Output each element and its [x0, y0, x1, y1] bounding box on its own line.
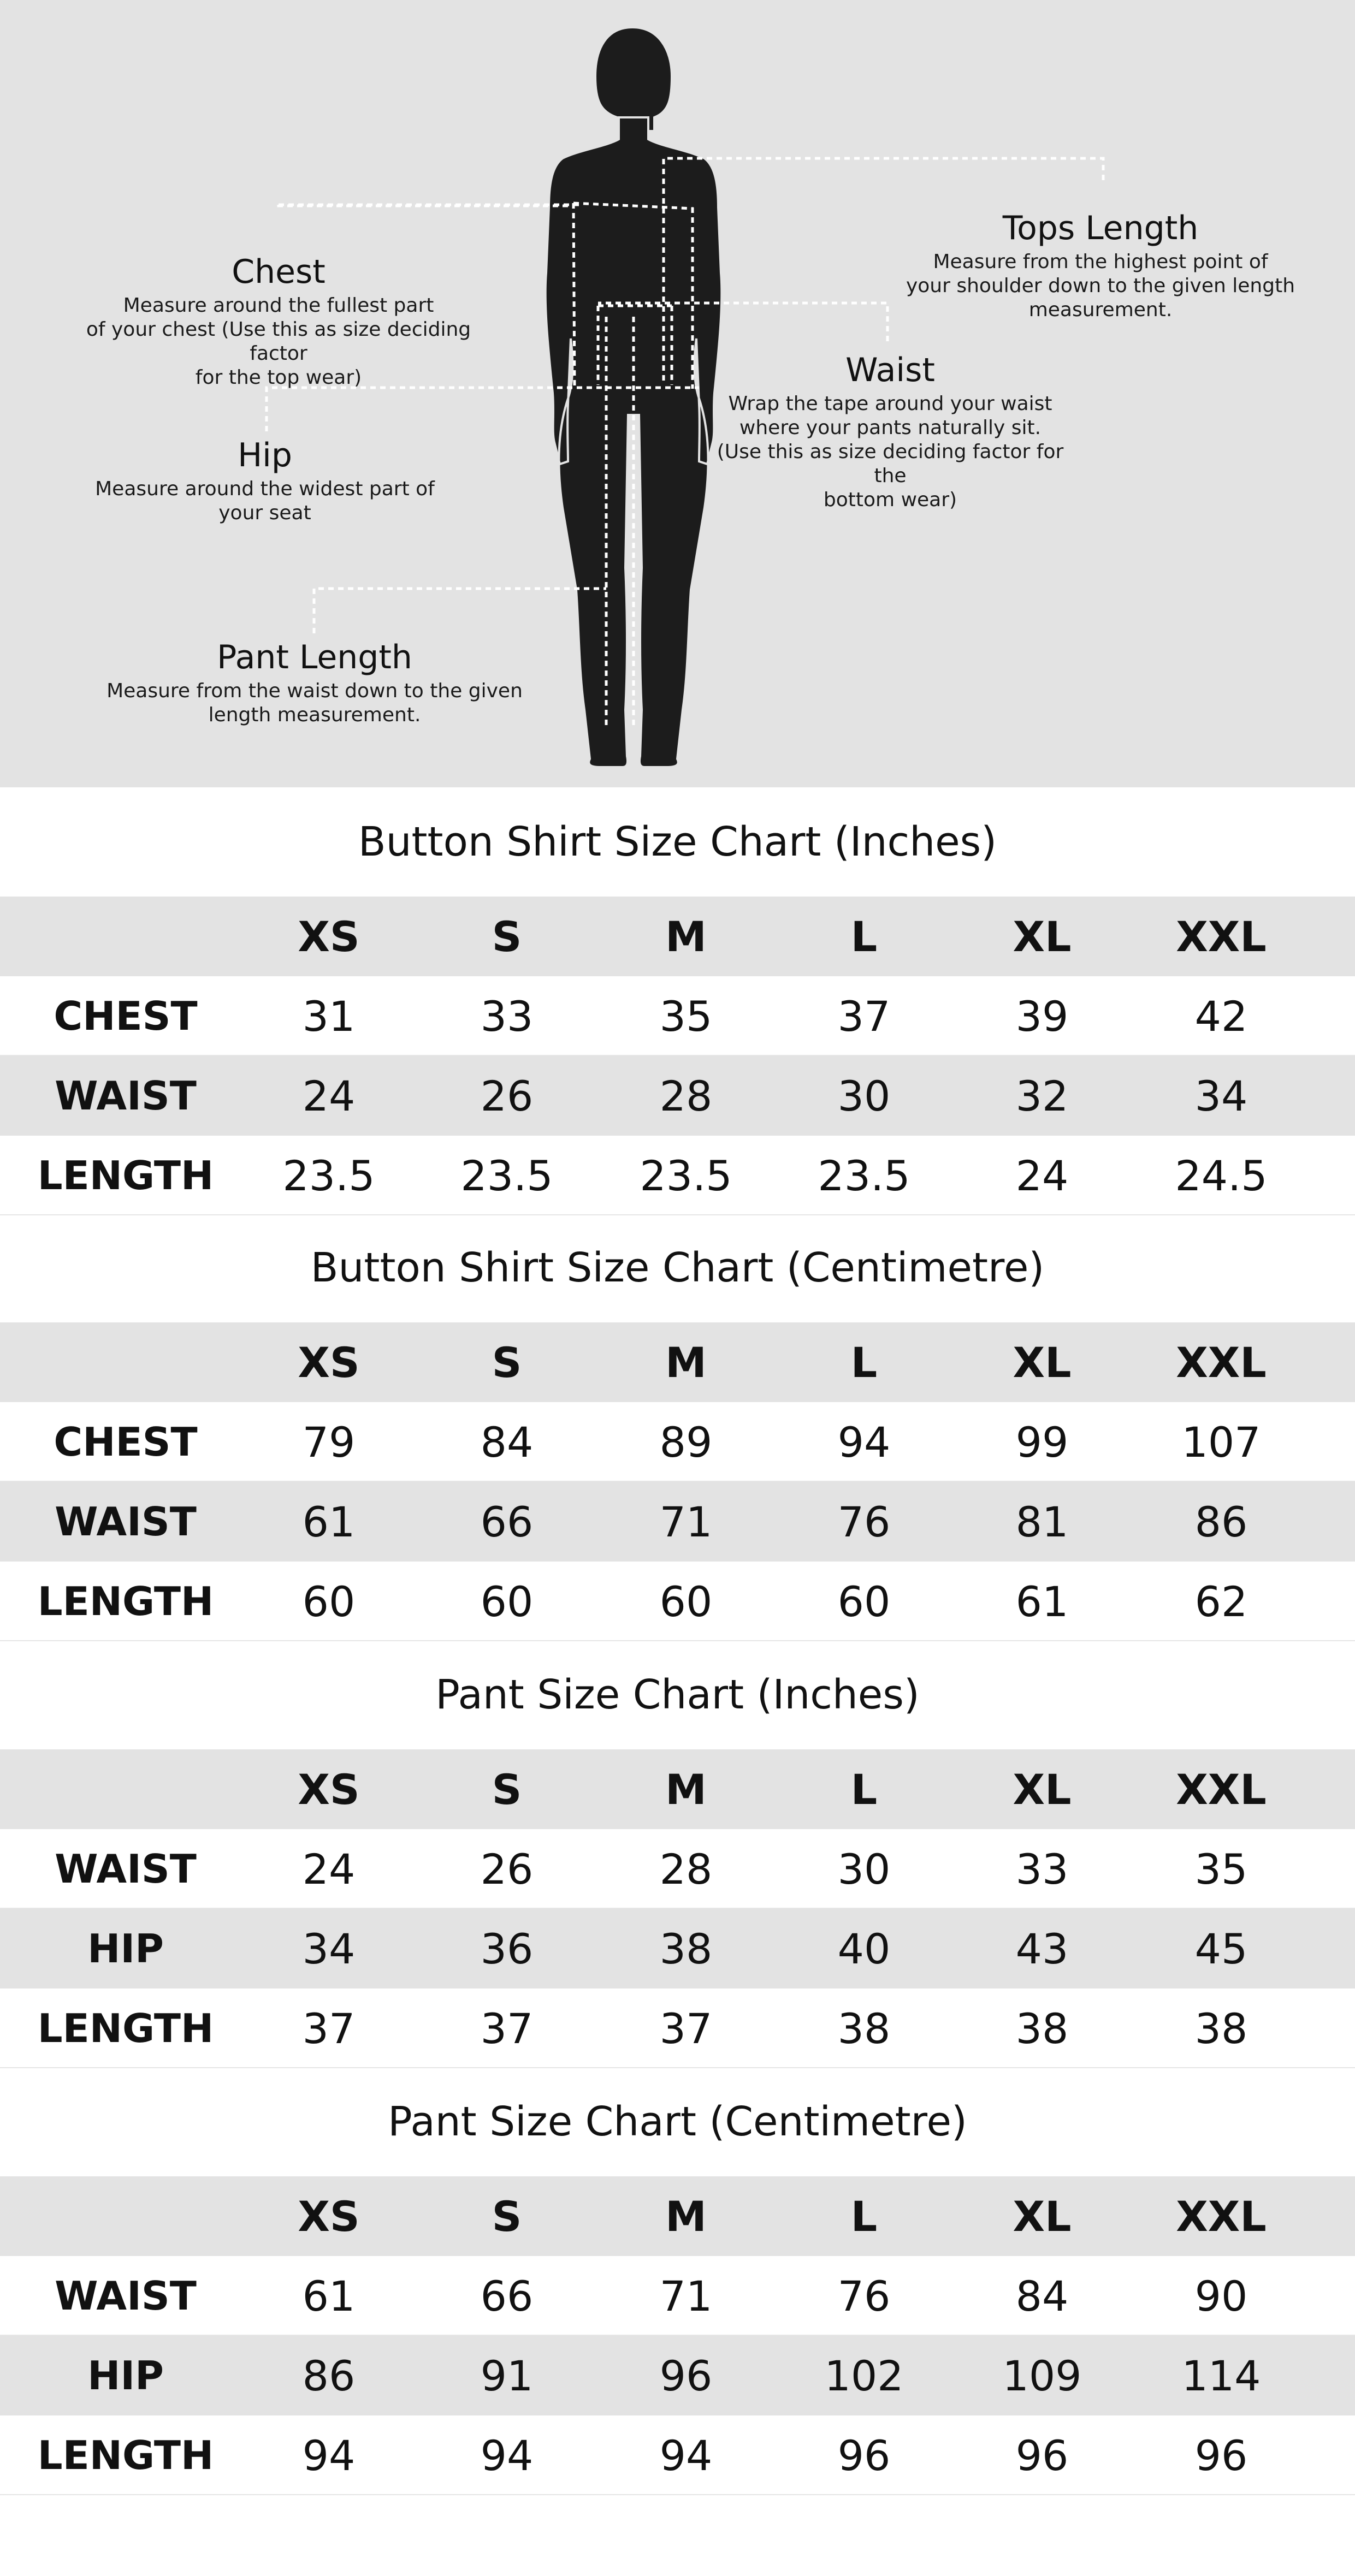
measurement-label: LENGTH — [37, 1578, 214, 1624]
measurement-value: 60 — [480, 1577, 534, 1626]
size-chart-title: Pant Size Chart (Centimetre) — [388, 2098, 967, 2145]
table-row — [0, 1402, 1355, 1482]
measurement-value: 31 — [302, 992, 356, 1041]
measurement-value: 38 — [659, 1924, 713, 1973]
measurement-value: 107 — [1181, 1417, 1261, 1467]
table-row — [0, 2415, 1355, 2495]
measurement-value: 23.5 — [640, 1151, 732, 1200]
measurement-value: 24.5 — [1175, 1151, 1268, 1200]
measurement-value: 91 — [480, 2351, 534, 2400]
measurement-label: WAIST — [55, 1846, 197, 1892]
measurement-value: 60 — [659, 1577, 713, 1626]
hip-title: Hip — [238, 436, 292, 474]
measurement-value: 26 — [480, 1844, 534, 1894]
measurement-value: 38 — [1194, 2004, 1248, 2053]
measurement-value: 60 — [837, 1577, 891, 1626]
measurement-value: 79 — [302, 1417, 356, 1467]
measurement-value: 94 — [302, 2431, 356, 2480]
size-column-header: XS — [298, 1765, 360, 1814]
waist-description: Wrap the tape around your waist where your pants naturally sit. (Use this as size deciding factor for the bottom wear) — [717, 393, 1064, 511]
size-header-row — [0, 897, 1355, 976]
size-header-row — [0, 2176, 1355, 2256]
size-chart-title: Pant Size Chart (Inches) — [435, 1671, 920, 1718]
size-column-header: L — [850, 2192, 878, 2241]
measurement-value: 71 — [659, 1497, 713, 1546]
measurement-label: CHEST — [54, 1419, 198, 1465]
hip-description: Measure around the widest part of your seat — [95, 478, 435, 524]
size-column-header: XS — [298, 1338, 360, 1387]
measurement-value: 96 — [1015, 2431, 1069, 2480]
measurement-label: WAIST — [55, 2273, 197, 2319]
measurement-value: 33 — [480, 992, 534, 1041]
size-chart-title: Button Shirt Size Chart (Centimetre) — [310, 1244, 1045, 1291]
measurement-value: 61 — [302, 2271, 356, 2320]
measurement-value: 99 — [1015, 1417, 1069, 1467]
measurement-value: 86 — [302, 2351, 356, 2400]
measurement-value: 23.5 — [460, 1151, 553, 1200]
size-column-header: XL — [1013, 1765, 1072, 1814]
measurement-value: 40 — [837, 1924, 891, 1973]
tops-length-callout — [896, 209, 1305, 322]
measurement-value: 81 — [1015, 1497, 1069, 1546]
size-column-header: XS — [298, 912, 360, 961]
measurement-value: 30 — [837, 1071, 891, 1120]
table-row — [0, 1829, 1355, 1909]
measurement-value: 86 — [1194, 1497, 1248, 1546]
measurement-value: 71 — [659, 2271, 713, 2320]
tops-length-description: Measure from the highest point of your shoulder down to the given length measurement. — [906, 251, 1295, 321]
size-column-header: M — [665, 1765, 707, 1814]
measurement-value: 62 — [1194, 1577, 1248, 1626]
size-column-header: M — [665, 2192, 707, 2241]
pant-length-description: Measure from the waist down to the given length measurement. — [106, 680, 523, 726]
size-column-header: L — [850, 1338, 878, 1387]
size-column-header: XXL — [1176, 1765, 1267, 1814]
measurement-value: 76 — [837, 2271, 891, 2320]
measurement-value: 42 — [1194, 992, 1248, 1041]
measurement-value: 96 — [659, 2351, 713, 2400]
pant-length-callout — [96, 638, 533, 727]
size-header-row — [0, 1749, 1355, 1829]
measurement-value: 90 — [1194, 2271, 1248, 2320]
measurement-label: CHEST — [54, 993, 198, 1039]
waist-title: Waist — [845, 351, 935, 389]
size-column-header: L — [850, 1765, 878, 1814]
measurement-value: 23.5 — [818, 1151, 910, 1200]
measurement-value: 96 — [837, 2431, 891, 2480]
measurement-diagram — [0, 0, 1355, 787]
size-column-header: XL — [1013, 912, 1072, 961]
size-column-header: XXL — [1176, 912, 1267, 961]
size-column-header: XXL — [1176, 2192, 1267, 2241]
measurement-value: 114 — [1181, 2351, 1261, 2400]
measurement-value: 28 — [659, 1844, 713, 1894]
waist-callout — [699, 351, 1081, 512]
measurement-value: 24 — [1015, 1151, 1069, 1200]
measurement-label: LENGTH — [37, 2432, 214, 2478]
measurement-value: 34 — [302, 1924, 356, 1973]
pant-length-title: Pant Length — [217, 638, 412, 676]
table-row — [0, 1989, 1355, 2068]
size-chart-title: Button Shirt Size Chart (Inches) — [358, 818, 997, 865]
measurement-value: 28 — [659, 1071, 713, 1120]
measurement-label: HIP — [87, 1926, 164, 1972]
measurement-value: 32 — [1015, 1071, 1069, 1120]
size-column-header: XS — [298, 2192, 360, 2241]
size-column-header: S — [492, 2192, 522, 2241]
chest-description: Measure around the fullest part of your chest (Use this as size deciding factor for the top wear) — [86, 294, 471, 389]
measurement-value: 26 — [480, 1071, 534, 1120]
table-row — [0, 1056, 1355, 1136]
measurement-value: 35 — [659, 992, 713, 1041]
measurement-value: 38 — [837, 2004, 891, 2053]
measurement-value: 109 — [1002, 2351, 1082, 2400]
measurement-value: 84 — [480, 1417, 534, 1467]
measurement-value: 89 — [659, 1417, 713, 1467]
table-row — [0, 1562, 1355, 1641]
measurement-value: 84 — [1015, 2271, 1069, 2320]
table-row — [0, 2256, 1355, 2336]
size-header-row — [0, 1322, 1355, 1402]
measurement-value: 24 — [302, 1844, 356, 1894]
measurement-value: 94 — [659, 2431, 713, 2480]
size-column-header: XXL — [1176, 1338, 1267, 1387]
hip-callout — [71, 436, 459, 525]
measurement-value: 36 — [480, 1924, 534, 1973]
measurement-value: 96 — [1194, 2431, 1248, 2480]
measurement-label: WAIST — [55, 1499, 197, 1545]
measurement-value: 38 — [1015, 2004, 1069, 2053]
size-column-header: S — [492, 1338, 522, 1387]
tops-length-title: Tops Length — [1002, 209, 1199, 247]
measurement-value: 37 — [837, 992, 891, 1041]
size-column-header: S — [492, 912, 522, 961]
chest-callout — [60, 252, 497, 390]
measurement-value: 37 — [302, 2004, 356, 2053]
table-row — [0, 1909, 1355, 1989]
measurement-value: 33 — [1015, 1844, 1069, 1894]
size-column-header: M — [665, 1338, 707, 1387]
measurement-value: 30 — [837, 1844, 891, 1894]
measurement-value: 102 — [824, 2351, 904, 2400]
measurement-value: 66 — [480, 2271, 534, 2320]
measurement-value: 45 — [1194, 1924, 1248, 1973]
measurement-value: 61 — [302, 1497, 356, 1546]
chest-title: Chest — [232, 253, 326, 291]
size-column-header: M — [665, 912, 707, 961]
measurement-label: LENGTH — [37, 2005, 214, 2051]
measurement-value: 76 — [837, 1497, 891, 1546]
size-column-header: XL — [1013, 1338, 1072, 1387]
measurement-value: 37 — [480, 2004, 534, 2053]
measurement-value: 66 — [480, 1497, 534, 1546]
measurement-value: 35 — [1194, 1844, 1248, 1894]
measurement-value: 94 — [480, 2431, 534, 2480]
measurement-value: 43 — [1015, 1924, 1069, 1973]
measurement-label: WAIST — [55, 1073, 197, 1119]
measurement-value: 39 — [1015, 992, 1069, 1041]
table-row — [0, 2336, 1355, 2415]
measurement-value: 94 — [837, 1417, 891, 1467]
size-column-header: XL — [1013, 2192, 1072, 2241]
size-column-header: S — [492, 1765, 522, 1814]
size-column-header: L — [850, 912, 878, 961]
table-row — [0, 1136, 1355, 1215]
measurement-value: 60 — [302, 1577, 356, 1626]
measurement-label: HIP — [87, 2353, 164, 2399]
measurement-value: 61 — [1015, 1577, 1069, 1626]
table-row — [0, 1482, 1355, 1562]
measurement-value: 23.5 — [282, 1151, 375, 1200]
measurement-value: 24 — [302, 1071, 356, 1120]
measurement-label: LENGTH — [37, 1153, 214, 1198]
table-row — [0, 976, 1355, 1056]
measurement-value: 37 — [659, 2004, 713, 2053]
measurement-value: 34 — [1194, 1071, 1248, 1120]
